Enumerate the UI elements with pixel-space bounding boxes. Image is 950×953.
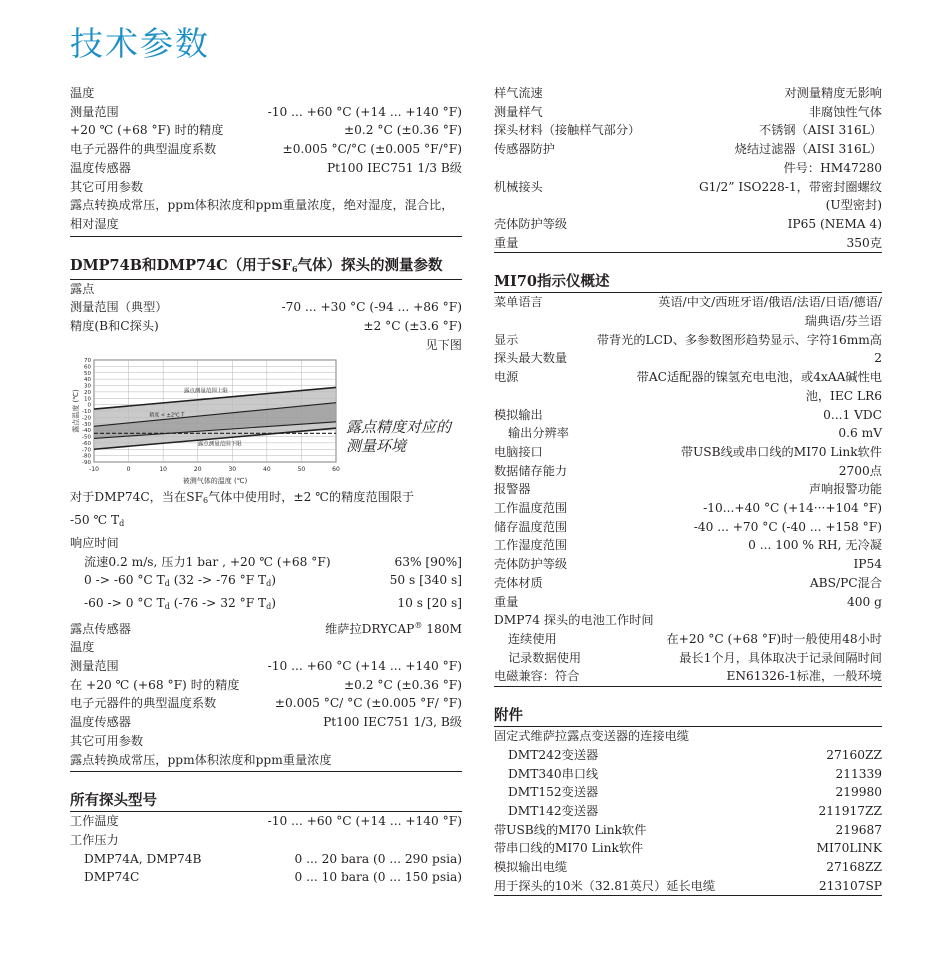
mechanical-connection-value-2: (U型密封) bbox=[825, 198, 882, 213]
spec-row bbox=[494, 746, 882, 765]
spec-value: 在+20 °C (+68 °F)时一般使用48小时 bbox=[666, 631, 882, 646]
power-label: 电源 bbox=[494, 370, 519, 385]
spec-row bbox=[494, 140, 882, 159]
other-params-text: 露点转换成常压，ppm体积浓度和ppm重量浓度，绝对湿度，混合比，相对湿度 bbox=[70, 196, 462, 236]
all-probes-title: 所有探头型号 bbox=[70, 792, 462, 812]
spec-value: 211339 bbox=[835, 766, 882, 781]
menu-language-value: 英语/中文/西班牙语/俄语/法语/日语/德语/ bbox=[658, 295, 882, 310]
spec-label: 记录数据使用 bbox=[508, 650, 582, 665]
spec-row bbox=[70, 121, 462, 140]
spec-label: 0 -> -60 °C $T_d$ (32 -> -76 °F $T_d$) bbox=[84, 573, 277, 589]
y-tick-label: -30 bbox=[82, 422, 91, 429]
spec-value: 27160ZZ bbox=[826, 747, 882, 762]
dew-sensor-label: 露点传感器 bbox=[70, 621, 131, 636]
temperature-section bbox=[70, 84, 462, 237]
spec-label: DMT142变送器 bbox=[508, 803, 599, 818]
accessory-rows bbox=[494, 821, 882, 897]
spec-label: DMT152变送器 bbox=[508, 785, 599, 800]
spec-value: MI70LINK bbox=[816, 841, 882, 856]
spec-row bbox=[70, 159, 462, 178]
spec-value: 350克 bbox=[846, 235, 882, 250]
spec-value: -70 ... +30 °C (-94 ... +86 °F) bbox=[281, 300, 462, 315]
y-tick-label: -80 bbox=[82, 454, 91, 461]
spec-label: 工作湿度范围 bbox=[494, 538, 568, 553]
spec-row bbox=[70, 676, 462, 695]
spec-value: 烧结过滤器（AISI 316L） bbox=[734, 142, 882, 157]
mechanical-connection-row bbox=[494, 178, 882, 197]
emc-value: EN61326-1标准，一般环境 bbox=[726, 669, 882, 684]
y-tick-label: -10 bbox=[82, 409, 91, 416]
spec-row bbox=[70, 812, 462, 831]
spec-label: 电子元器件的典型温度系数 bbox=[70, 142, 217, 157]
spec-label: 连续使用 bbox=[508, 631, 557, 646]
y-tick-label: -70 bbox=[82, 447, 91, 454]
spec-row bbox=[494, 480, 882, 499]
spec-value: IP65 (NEMA 4) bbox=[787, 216, 882, 231]
spec-label: DMT340串口线 bbox=[508, 766, 599, 781]
spec-value: ±0.2 °C (±0.36 °F) bbox=[343, 677, 462, 692]
spec-label: -60 -> 0 °C $T_d$ (-76 -> 32 °F $T_d$) bbox=[84, 595, 277, 611]
menu-language-label: 菜单语言 bbox=[494, 295, 543, 310]
housing-rows bbox=[494, 215, 882, 253]
spec-row bbox=[494, 877, 882, 896]
see-below-note: 见下图 bbox=[425, 337, 462, 352]
sf6-note-line-2: -50 ℃ $T_d$ bbox=[70, 513, 125, 529]
left-column bbox=[70, 84, 462, 887]
spec-label: 报警器 bbox=[494, 482, 531, 497]
spec-value: 对测量精度无影响 bbox=[784, 86, 882, 100]
spec-row bbox=[494, 462, 882, 481]
spec-value: 带USB线或串口线的MI70 Link软件 bbox=[680, 444, 882, 459]
spec-value: 219980 bbox=[835, 785, 882, 800]
spec-value: -10 ... +60 °C (+14 ... +140 °F) bbox=[267, 659, 462, 674]
spec-label: 显示 bbox=[494, 332, 519, 347]
spec-value: 声响报警功能 bbox=[808, 482, 882, 497]
spec-value: 最长1个月，具体取决于记录间隔时间 bbox=[679, 650, 882, 665]
x-tick-label: 10 bbox=[159, 466, 167, 474]
dewpoint-accuracy-chart bbox=[70, 354, 462, 486]
temperature-heading: 温度 bbox=[70, 86, 95, 100]
spec-label: 传感器防护 bbox=[494, 142, 555, 157]
spec-label: 精度(B和C探头) bbox=[70, 319, 159, 334]
emc-row bbox=[494, 667, 882, 687]
y-tick-label: -40 bbox=[82, 428, 91, 435]
spec-value: 2700点 bbox=[838, 463, 882, 478]
y-tick-label: -90 bbox=[82, 460, 91, 467]
spec-row bbox=[494, 518, 882, 537]
x-tick-label: 30 bbox=[228, 466, 237, 474]
battery-heading: DMP74 探头的电池工作时间 bbox=[494, 613, 654, 628]
pressure-heading: 工作压力 bbox=[70, 832, 119, 847]
spec-label: 带USB线的MI70 Link软件 bbox=[494, 822, 647, 837]
spec-row bbox=[70, 713, 462, 732]
spec-label: 样气流速 bbox=[494, 86, 543, 100]
menu-language-value-2: 瑞典语/芬兰语 bbox=[804, 314, 882, 329]
spec-row bbox=[70, 103, 462, 122]
spec-value: 10 s [20 s] bbox=[397, 595, 462, 610]
right-column bbox=[494, 84, 882, 896]
other-params-text-2: 露点转换成常压，ppm体积浓度和ppm重量浓度 bbox=[70, 751, 462, 773]
spec-value: ±2 °C (±3.6 °F) bbox=[363, 319, 462, 334]
x-tick-label: 60 bbox=[332, 466, 340, 474]
x-tick-label: 50 bbox=[297, 466, 306, 474]
spec-label: DMP74A, DMP74B bbox=[84, 851, 202, 866]
y-tick-label: 50 bbox=[84, 371, 91, 378]
spec-label: DMP74C bbox=[84, 870, 140, 885]
spec-label: 温度传感器 bbox=[70, 715, 131, 730]
spec-row bbox=[70, 298, 462, 317]
response-time-heading: 响应时间 bbox=[70, 535, 119, 550]
spec-row bbox=[494, 593, 882, 612]
spec-label: +20 ℃ (+68 °F) 时的精度 bbox=[70, 123, 224, 138]
x-axis-label: 被测气体的温度 (℃) bbox=[182, 477, 248, 486]
spec-label: 测量范围 bbox=[70, 659, 119, 674]
spec-value: 211917ZZ bbox=[818, 803, 882, 818]
spec-row bbox=[494, 84, 882, 103]
spec-value: Pt100 IEC751 1/3, B级 bbox=[323, 715, 462, 730]
spec-label: 测量范围（典型） bbox=[70, 300, 168, 315]
x-tick-label: 20 bbox=[193, 466, 202, 474]
part-number: 件号：HM47280 bbox=[783, 160, 882, 175]
cables-heading: 固定式维萨拉露点变送器的连接电缆 bbox=[494, 729, 689, 744]
temperature-rows-2 bbox=[70, 657, 462, 732]
spec-row bbox=[70, 657, 462, 676]
spec-row bbox=[70, 694, 462, 713]
y-tick-label: 20 bbox=[84, 390, 91, 397]
y-tick-label: 10 bbox=[84, 396, 91, 403]
power-value-2: 池，IEC LR6 bbox=[805, 388, 882, 403]
spec-row bbox=[494, 536, 882, 555]
spec-label: 工作温度范围 bbox=[494, 501, 568, 516]
temperature-heading-2: 温度 bbox=[70, 640, 95, 655]
x-tick-label: 40 bbox=[263, 466, 271, 474]
spec-row bbox=[494, 103, 882, 122]
spec-value: 219687 bbox=[835, 822, 882, 837]
spec-row bbox=[494, 839, 882, 858]
power-value: 带AC适配器的镍氢充电电池，或4xAA碱性电 bbox=[636, 370, 882, 385]
other-params-heading: 其它可用参数 bbox=[70, 179, 144, 194]
dewpoint-rows bbox=[70, 298, 462, 335]
spec-label: 壳体防护等级 bbox=[494, 216, 568, 231]
spec-row bbox=[494, 783, 882, 802]
cable-rows bbox=[494, 746, 882, 821]
spec-value: 0 ... 10 bara (0 ... 150 psia) bbox=[294, 870, 462, 885]
spec-value: 50 s [340 s] bbox=[389, 573, 462, 588]
spec-row bbox=[494, 574, 882, 593]
chart-caption bbox=[346, 418, 451, 456]
mi70-rows-2 bbox=[494, 443, 882, 611]
spec-value: 不锈钢（AISI 316L） bbox=[759, 123, 882, 138]
mi70-rows-1 bbox=[494, 331, 882, 368]
accessories-section bbox=[494, 707, 882, 896]
dmp74-section-title: DMP74B和DMP74C（用于$SF_6$气体）探头的测量参数 bbox=[70, 257, 462, 280]
spec-label: 模拟输出电缆 bbox=[494, 860, 568, 875]
y-tick-label: 40 bbox=[84, 377, 91, 384]
page-title: 技术参数 bbox=[70, 24, 210, 63]
probe-rows bbox=[70, 812, 462, 831]
spec-row bbox=[494, 555, 882, 574]
spec-value: -40 ... +70 °C (-40 ... +158 °F) bbox=[693, 519, 882, 534]
other-params-heading-2: 其它可用参数 bbox=[70, 733, 144, 748]
output-resolution-value: 0.6 mV bbox=[838, 426, 882, 441]
spec-label: 储存温度范围 bbox=[494, 519, 568, 534]
spec-label: 在 +20 ℃ (+68 °F) 时的精度 bbox=[70, 677, 240, 692]
emc-label: 电磁兼容：符合 bbox=[494, 669, 580, 684]
spec-row bbox=[494, 802, 882, 821]
spec-row bbox=[70, 868, 462, 887]
y-tick-label: -50 bbox=[82, 434, 91, 441]
spec-value: -10...+40 °C (+14···+104 °F) bbox=[703, 501, 882, 516]
spec-row bbox=[494, 215, 882, 234]
spec-label: 电脑接口 bbox=[494, 444, 543, 459]
probe-general-rows bbox=[494, 84, 882, 159]
spec-label: 流速0.2 m/s, 压力1 bar , +20 ℃ (+68 °F) bbox=[84, 554, 331, 569]
response-time-rows bbox=[70, 553, 462, 617]
x-tick-label: 0 bbox=[126, 466, 131, 474]
spec-label: 壳体材质 bbox=[494, 575, 543, 590]
spec-value: 400 g bbox=[847, 594, 882, 609]
spec-row bbox=[70, 850, 462, 869]
dmp74-section bbox=[70, 257, 462, 773]
spec-label: 带串口线的MI70 Link软件 bbox=[494, 841, 644, 856]
annotation-lower-limit: 露点测量范围下限 bbox=[197, 441, 242, 448]
spec-row bbox=[494, 649, 882, 668]
menu-language-row bbox=[494, 293, 882, 312]
spec-value: ±0.005 °C/ °C (±0.005 °F/ °F) bbox=[274, 696, 462, 711]
spec-value: 2 bbox=[874, 351, 882, 366]
chart-caption-line-2: 测量环境 bbox=[346, 437, 407, 456]
all-probes-section bbox=[70, 792, 462, 887]
spec-label: DMT242变送器 bbox=[508, 747, 599, 762]
y-axis-label: 露点温度 (℃) bbox=[72, 389, 80, 434]
spec-value: 非腐蚀性气体 bbox=[808, 104, 882, 119]
dewpoint-heading: 露点 bbox=[70, 281, 95, 296]
spec-label: 壳体防护等级 bbox=[494, 557, 568, 572]
mi70-title: MI70指示仪概述 bbox=[494, 273, 882, 293]
spec-label: 重量 bbox=[494, 235, 519, 250]
spec-value: 带背光的LCD、多参数图形趋势显示、字符16mm高 bbox=[596, 332, 882, 347]
spec-row bbox=[494, 331, 882, 350]
spec-value: ±0.005 °C/°C (±0.005 °F/°F) bbox=[282, 142, 462, 157]
spec-value: ABS/PC混合 bbox=[809, 575, 882, 590]
probe-general-section bbox=[494, 84, 882, 253]
spec-row bbox=[494, 121, 882, 140]
temperature-rows bbox=[70, 103, 462, 178]
spec-row bbox=[70, 594, 462, 617]
chart-caption-line-1: 露点精度对应的 bbox=[346, 418, 452, 437]
output-resolution-label: 输出分辨率 bbox=[508, 426, 569, 441]
analog-output-row bbox=[494, 406, 882, 425]
mechanical-connection-value: G1/2” ISO228-1，带密封圈螺纹 bbox=[698, 179, 882, 194]
spec-value: ±0.2 °C (±0.36 °F) bbox=[343, 123, 462, 138]
spec-label: 测量范围 bbox=[70, 104, 119, 119]
sf6-note-line-1: 对于DMP74C，当在$SF_6$气体中使用时，±2 ℃的精度范围限于 bbox=[70, 490, 415, 506]
power-row bbox=[494, 368, 882, 387]
analog-output-value: 0...1 VDC bbox=[823, 407, 882, 422]
spec-row bbox=[70, 553, 462, 572]
spec-row bbox=[494, 765, 882, 784]
battery-rows bbox=[494, 630, 882, 667]
spec-label: 探头最大数量 bbox=[494, 351, 568, 366]
spec-row bbox=[494, 499, 882, 518]
pressure-rows bbox=[70, 850, 462, 887]
y-tick-label: -20 bbox=[82, 415, 91, 422]
spec-value: -10 ... +60 °C (+14 ... +140 °F) bbox=[267, 814, 462, 829]
spec-value: 63% [90%] bbox=[394, 554, 462, 569]
spec-label: 工作温度 bbox=[70, 814, 119, 829]
y-tick-label: -60 bbox=[82, 441, 91, 448]
mechanical-connection-label: 机械接头 bbox=[494, 179, 543, 194]
spec-value: 213107SP bbox=[818, 878, 882, 893]
spec-label: 电子元器件的典型温度系数 bbox=[70, 696, 217, 711]
spec-value: 27168ZZ bbox=[826, 860, 882, 875]
output-resolution-row bbox=[494, 424, 882, 443]
spec-row bbox=[494, 349, 882, 368]
annotation-accuracy: 精度 < ±2℃ T bbox=[149, 413, 185, 420]
spec-row bbox=[494, 443, 882, 462]
analog-output-label: 模拟输出 bbox=[494, 407, 543, 422]
spec-label: 温度传感器 bbox=[70, 160, 131, 175]
spec-label: 重量 bbox=[494, 594, 519, 609]
spec-value: 0 ... 20 bara (0 ... 290 psia) bbox=[294, 851, 462, 866]
annotation-upper-limit: 露点测量范围上限 bbox=[183, 388, 228, 395]
spec-row bbox=[70, 317, 462, 336]
spec-value: 0 ... 100 % RH, 无冷凝 bbox=[748, 538, 882, 553]
spec-label: 探头材料（接触样气部分） bbox=[494, 123, 641, 138]
spec-row bbox=[494, 821, 882, 840]
accessories-title: 附件 bbox=[494, 707, 882, 727]
dew-sensor-value: 维萨拉DRYCAP® 180M bbox=[325, 620, 462, 636]
spec-label: 测量样气 bbox=[494, 104, 543, 119]
y-tick-label: 70 bbox=[84, 358, 91, 365]
spec-row bbox=[494, 234, 882, 253]
mi70-section bbox=[494, 273, 882, 687]
y-tick-label: 30 bbox=[84, 383, 91, 390]
spec-value: IP54 bbox=[853, 557, 882, 572]
spec-row bbox=[494, 630, 882, 649]
spec-value: Pt100 IEC751 1/3 B级 bbox=[326, 160, 462, 175]
spec-label: 用于探头的10米（32.81英尺）延长电缆 bbox=[494, 878, 716, 893]
dew-sensor-row bbox=[70, 617, 462, 639]
y-tick-label: 0 bbox=[87, 403, 91, 410]
spec-row bbox=[70, 571, 462, 594]
dewpoint-chart-svg bbox=[70, 354, 346, 486]
y-tick-label: 60 bbox=[84, 364, 91, 371]
spec-value: -10 ... +60 °C (+14 ... +140 °F) bbox=[267, 104, 462, 119]
spec-row bbox=[70, 140, 462, 159]
x-tick-label: -10 bbox=[89, 466, 99, 474]
spec-label: 数据储存能力 bbox=[494, 463, 568, 478]
spec-row bbox=[494, 858, 882, 877]
